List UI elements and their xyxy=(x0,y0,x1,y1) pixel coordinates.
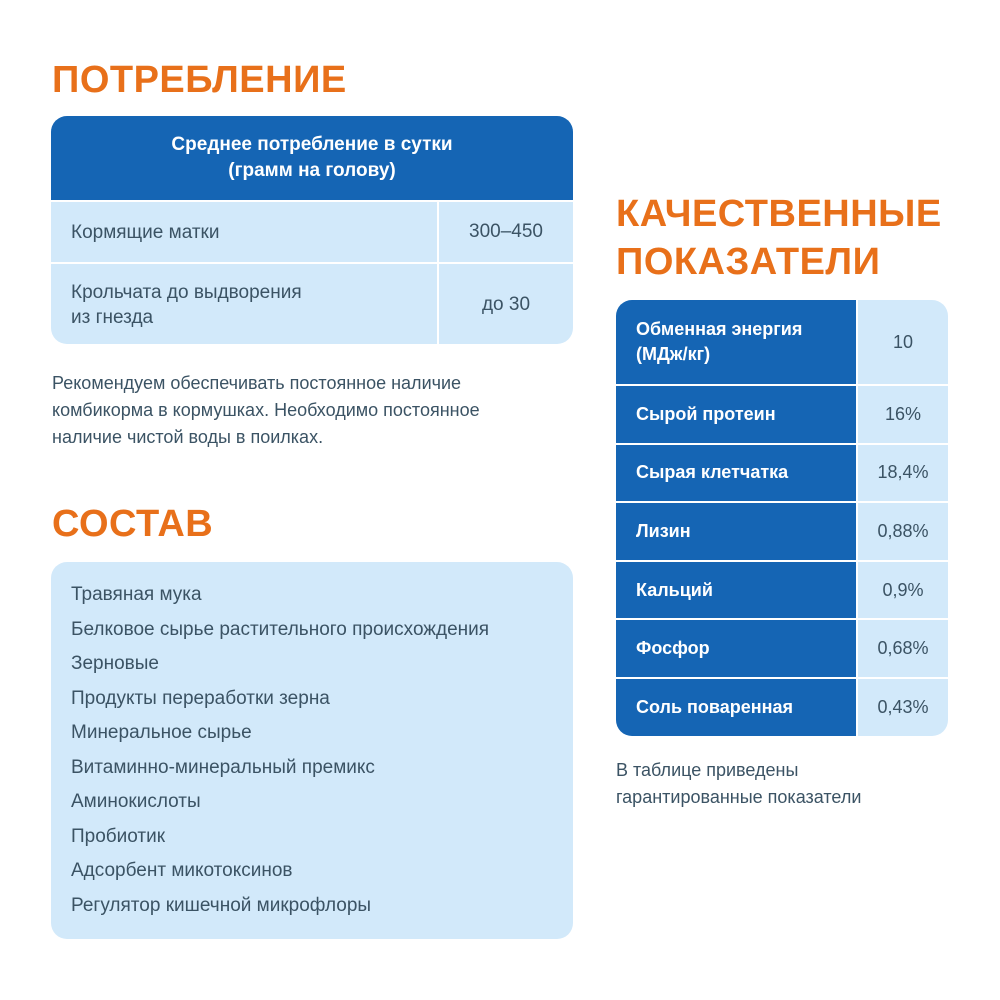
list-item: Продукты переработки зерна xyxy=(71,687,330,709)
table-row xyxy=(616,300,948,384)
quality-heading-line2: ПОКАЗАТЕЛИ xyxy=(616,241,881,283)
note-line: Рекомендуем обеспечивать постоянное наличие xyxy=(52,373,462,393)
row-value: 0,68% xyxy=(856,620,948,677)
quality-heading xyxy=(616,190,976,286)
note-line: В таблице приведены xyxy=(616,760,799,780)
row-label-line1: Обменная энергия xyxy=(636,319,803,339)
row-label: Кальций xyxy=(616,562,856,619)
list-item: Адсорбент микотоксинов xyxy=(71,860,293,881)
table-row xyxy=(616,384,948,443)
row-value: 0,88% xyxy=(856,503,948,560)
list-item: Минеральное сырье xyxy=(71,722,252,743)
row-label xyxy=(616,300,856,384)
quality-heading-line1: КАЧЕСТВЕННЫЕ xyxy=(616,193,942,235)
row-label-line2: (МДж/кг) xyxy=(636,344,711,364)
row-label: Сырой протеин xyxy=(616,386,856,443)
row-label-line2: из гнезда xyxy=(71,307,154,328)
table-row xyxy=(616,443,948,502)
row-label: Соль поваренная xyxy=(616,679,856,736)
row-label xyxy=(51,264,437,344)
consumption-table-header xyxy=(51,116,573,200)
list-item: Аминокислоты xyxy=(71,791,201,812)
note-line: комбикорма в кормушках. Необходимо постоянное xyxy=(52,400,480,420)
list-item: Травяная мука xyxy=(71,584,202,605)
composition-list xyxy=(71,578,573,923)
row-value: 10 xyxy=(856,300,948,384)
row-label: Кормящие матки xyxy=(71,221,220,243)
list-item: Витаминно-минеральный премикс xyxy=(71,756,375,778)
consumption-note xyxy=(52,370,572,451)
table-row xyxy=(51,262,573,344)
note-line: гарантированные показатели xyxy=(616,787,862,807)
list-item: Пробиотик xyxy=(71,825,166,847)
row-value: 16% xyxy=(856,386,948,443)
row-value: 18,4% xyxy=(856,445,948,502)
table-row xyxy=(616,677,948,736)
composition-heading: СОСТАВ xyxy=(52,503,214,545)
composition-box xyxy=(51,562,573,939)
quality-table xyxy=(616,300,948,736)
note-line: наличие чистой воды в поилках. xyxy=(52,427,324,447)
table-row xyxy=(616,560,948,619)
consumption-header-line2: (грамм на голову) xyxy=(228,160,396,181)
quality-note xyxy=(616,757,956,811)
row-label: Сырая клетчатка xyxy=(616,445,856,502)
row-label: Фосфор xyxy=(616,620,856,677)
table-row xyxy=(51,200,573,262)
row-value: до 30 xyxy=(437,264,573,344)
list-item: Белковое сырье растительного происхождения xyxy=(71,618,490,640)
row-value: 300–450 xyxy=(437,202,573,262)
row-value: 0,43% xyxy=(856,679,948,736)
row-label-line1: Крольчата до выдворения xyxy=(71,282,302,303)
row-label: Лизин xyxy=(616,503,856,560)
list-item: Зерновые xyxy=(71,653,159,674)
consumption-heading: ПОТРЕБЛЕНИЕ xyxy=(52,59,347,101)
row-value: 0,9% xyxy=(856,562,948,619)
table-row xyxy=(616,618,948,677)
consumption-table xyxy=(51,116,573,344)
table-row xyxy=(616,501,948,560)
consumption-header-line1: Среднее потребление в сутки xyxy=(171,134,453,155)
list-item: Регулятор кишечной микрофлоры xyxy=(71,894,372,916)
